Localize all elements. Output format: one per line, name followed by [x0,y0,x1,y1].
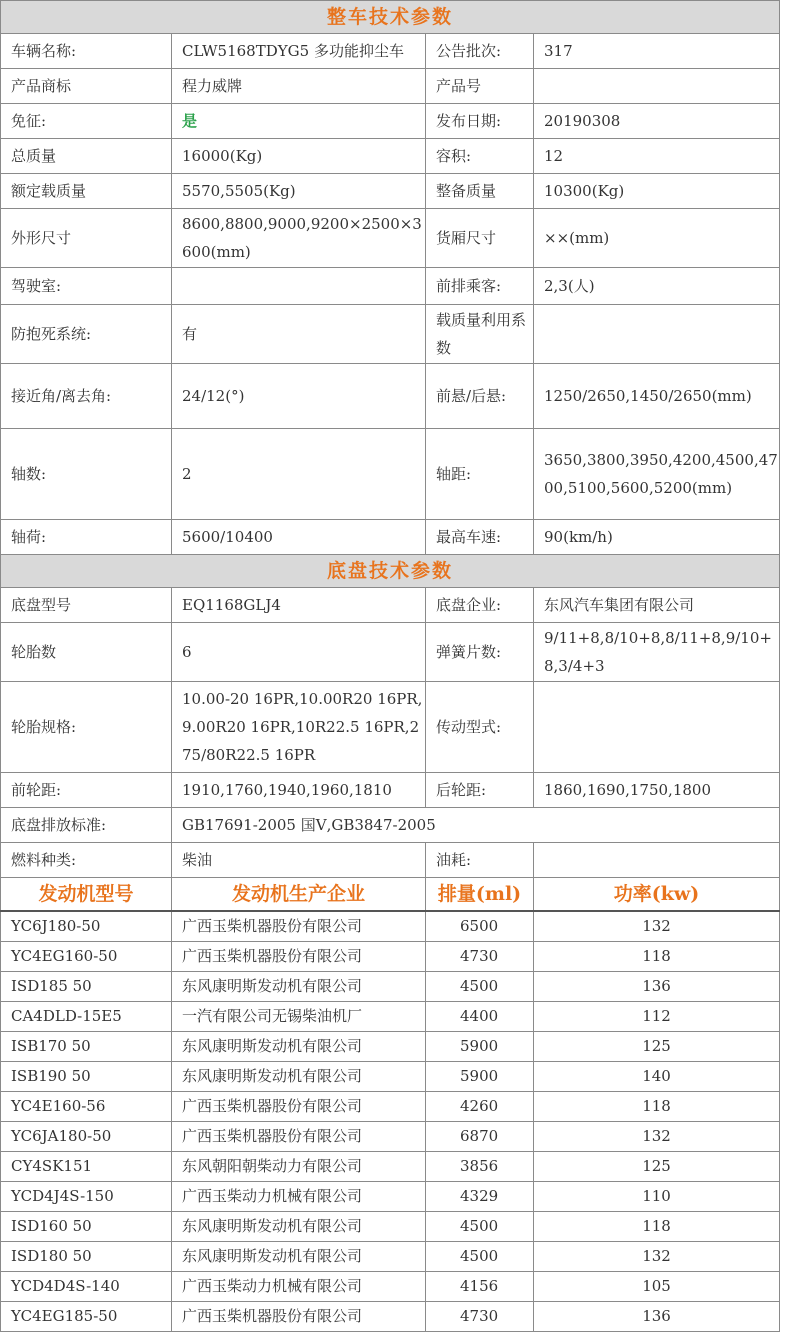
value-cargo-size: ××(mm) [534,209,780,268]
engine-model: CA4DLD-15E5 [1,1002,172,1032]
value-rated-load: 5570,5505(Kg) [172,174,426,209]
engine-maker: 东风康明斯发动机有限公司 [172,972,426,1002]
label-wheelbase: 轴距: [426,429,534,520]
label-spring-leaves: 弹簧片数: [426,623,534,682]
engine-displacement: 4500 [426,972,534,1002]
spec-row [1,209,780,268]
engine-displacement: 4260 [426,1092,534,1122]
value-axle-load: 5600/10400 [172,520,426,555]
value-angles: 24/12(°) [172,364,426,429]
label-total-mass: 总质量 [1,139,172,174]
value-batch: 317 [534,34,780,69]
chassis-section-title: 底盘技术参数 [1,555,780,588]
engine-row [1,1092,780,1122]
engine-table-header [1,878,780,912]
engine-displacement: 6500 [426,911,534,942]
engine-row [1,1002,780,1032]
value-front-track: 1910,1760,1940,1960,1810 [172,773,426,808]
value-load-factor [534,305,780,364]
value-vehicle-name: CLW5168TDYG5 多功能抑尘车 [172,34,426,69]
vehicle-section-title: 整车技术参数 [1,1,780,34]
engine-displacement: 4156 [426,1272,534,1302]
chassis-section-header [1,555,780,588]
engine-model: YCD4J4S-150 [1,1182,172,1212]
engine-model: YCD4D4S-140 [1,1272,172,1302]
label-max-speed: 最高车速: [426,520,534,555]
value-wheelbase: 3650,3800,3950,4200,4500,4700,5100,5600,5200(mm) [534,429,780,520]
engine-power: 112 [534,1002,780,1032]
engine-power: 136 [534,1302,780,1332]
engine-maker: 东风康明斯发动机有限公司 [172,1242,426,1272]
engine-maker: 广西玉柴机器股份有限公司 [172,1302,426,1332]
engine-row [1,1152,780,1182]
value-cab [172,268,426,305]
label-fuel: 燃料种类: [1,843,172,878]
spec-row [1,843,780,878]
engine-model: ISD160 50 [1,1212,172,1242]
engine-model: YC4EG185-50 [1,1302,172,1332]
label-tire-spec: 轮胎规格: [1,682,172,773]
value-dimensions: 8600,8800,9000,9200×2500×3600(mm) [172,209,426,268]
engine-row [1,972,780,1002]
label-angles: 接近角/离去角: [1,364,172,429]
value-axles: 2 [172,429,426,520]
value-emission: GB17691-2005 国Ⅴ,GB3847-2005 [172,808,780,843]
spec-row [1,588,780,623]
engine-power: 132 [534,1242,780,1272]
label-cargo-size: 货厢尺寸 [426,209,534,268]
value-brand: 程力威牌 [172,69,426,104]
engine-maker: 东风康明斯发动机有限公司 [172,1212,426,1242]
engine-displacement: 4730 [426,1302,534,1332]
label-release-date: 发布日期: [426,104,534,139]
value-tire-count: 6 [172,623,426,682]
engine-displacement: 6870 [426,1122,534,1152]
engine-header-maker: 发动机生产企业 [172,878,426,912]
value-tire-spec: 10.00-20 16PR,10.00R20 16PR,9.00R20 16PR,10R22.5 16PR,275/80R22.5 16PR [172,682,426,773]
engine-power: 110 [534,1182,780,1212]
label-curb-mass: 整备质量 [426,174,534,209]
engine-maker: 广西玉柴动力机械有限公司 [172,1272,426,1302]
spec-row [1,139,780,174]
engine-model: ISD180 50 [1,1242,172,1272]
spec-row [1,104,780,139]
engine-power: 125 [534,1032,780,1062]
engine-displacement: 4730 [426,942,534,972]
engine-displacement: 4500 [426,1212,534,1242]
engine-header-displacement: 排量(ml) [426,878,534,912]
engine-maker: 东风康明斯发动机有限公司 [172,1062,426,1092]
value-front-passengers: 2,3(人) [534,268,780,305]
label-vehicle-name: 车辆名称: [1,34,172,69]
value-max-speed: 90(km/h) [534,520,780,555]
value-fuel-consumption [534,843,780,878]
engine-maker: 广西玉柴动力机械有限公司 [172,1182,426,1212]
value-fuel: 柴油 [172,843,426,878]
engine-model: YC6JA180-50 [1,1122,172,1152]
engine-displacement: 3856 [426,1152,534,1182]
label-emission: 底盘排放标准: [1,808,172,843]
value-chassis-maker: 东风汽车集团有限公司 [534,588,780,623]
spec-row [1,429,780,520]
spec-row [1,623,780,682]
engine-power: 140 [534,1062,780,1092]
engine-displacement: 4500 [426,1242,534,1272]
vehicle-section-header [1,1,780,34]
engine-maker: 东风朝阳朝柴动力有限公司 [172,1152,426,1182]
engine-row [1,911,780,942]
value-tax-exempt: 是 [172,104,426,139]
engine-table-body [1,911,780,1332]
engine-power: 132 [534,911,780,942]
spec-row [1,268,780,305]
value-product-no [534,69,780,104]
engine-power: 125 [534,1152,780,1182]
spec-row [1,34,780,69]
label-chassis-maker: 底盘企业: [426,588,534,623]
spec-row [1,174,780,209]
engine-row [1,1302,780,1332]
label-chassis-model: 底盘型号 [1,588,172,623]
spec-row [1,773,780,808]
label-rear-track: 后轮距: [426,773,534,808]
engine-displacement: 5900 [426,1032,534,1062]
engine-row [1,1062,780,1092]
label-rated-load: 额定载质量 [1,174,172,209]
label-front-passengers: 前排乘客: [426,268,534,305]
value-abs: 有 [172,305,426,364]
engine-row [1,1242,780,1272]
label-brand: 产品商标 [1,69,172,104]
engine-header-model: 发动机型号 [1,878,172,912]
engine-maker: 一汽有限公司无锡柴油机厂 [172,1002,426,1032]
value-release-date: 20190308 [534,104,780,139]
engine-displacement: 4400 [426,1002,534,1032]
engine-displacement: 4329 [426,1182,534,1212]
value-chassis-model: EQ1168GLJ4 [172,588,426,623]
value-curb-mass: 10300(Kg) [534,174,780,209]
label-product-no: 产品号 [426,69,534,104]
engine-row [1,1122,780,1152]
spec-row [1,682,780,773]
spec-row [1,808,780,843]
engine-header-power: 功率(kw) [534,878,780,912]
value-overhang: 1250/2650,1450/2650(mm) [534,364,780,429]
label-abs: 防抱死系统: [1,305,172,364]
engine-model: YC6J180-50 [1,911,172,942]
engine-power: 118 [534,942,780,972]
engine-power: 118 [534,1212,780,1242]
engine-maker: 广西玉柴机器股份有限公司 [172,1122,426,1152]
value-rear-track: 1860,1690,1750,1800 [534,773,780,808]
engine-power: 105 [534,1272,780,1302]
value-volume: 12 [534,139,780,174]
engine-maker: 广西玉柴机器股份有限公司 [172,911,426,942]
engine-maker: 广西玉柴机器股份有限公司 [172,1092,426,1122]
label-batch: 公告批次: [426,34,534,69]
engine-model: YC4E160-56 [1,1092,172,1122]
engine-maker: 广西玉柴机器股份有限公司 [172,942,426,972]
engine-power: 118 [534,1092,780,1122]
label-load-factor: 载质量利用系数 [426,305,534,364]
engine-row [1,1212,780,1242]
spec-row [1,520,780,555]
spec-row [1,305,780,364]
engine-model: ISB170 50 [1,1032,172,1062]
value-drive-type [534,682,780,773]
engine-model: CY4SK151 [1,1152,172,1182]
engine-row [1,1272,780,1302]
label-axle-load: 轴荷: [1,520,172,555]
label-dimensions: 外形尺寸 [1,209,172,268]
label-tire-count: 轮胎数 [1,623,172,682]
spec-row [1,364,780,429]
label-overhang: 前悬/后悬: [426,364,534,429]
engine-power: 136 [534,972,780,1002]
engine-maker: 东风康明斯发动机有限公司 [172,1032,426,1062]
engine-row [1,1032,780,1062]
engine-row [1,942,780,972]
engine-displacement: 5900 [426,1062,534,1092]
engine-row [1,1182,780,1212]
label-cab: 驾驶室: [1,268,172,305]
label-front-track: 前轮距: [1,773,172,808]
label-volume: 容积: [426,139,534,174]
label-tax-exempt: 免征: [1,104,172,139]
label-axles: 轴数: [1,429,172,520]
engine-power: 132 [534,1122,780,1152]
label-drive-type: 传动型式: [426,682,534,773]
value-total-mass: 16000(Kg) [172,139,426,174]
label-fuel-consumption: 油耗: [426,843,534,878]
value-spring-leaves: 9/11+8,8/10+8,8/11+8,9/10+8,3/4+3 [534,623,780,682]
engine-model: ISD185 50 [1,972,172,1002]
spec-row [1,69,780,104]
engine-model: ISB190 50 [1,1062,172,1092]
engine-model: YC4EG160-50 [1,942,172,972]
